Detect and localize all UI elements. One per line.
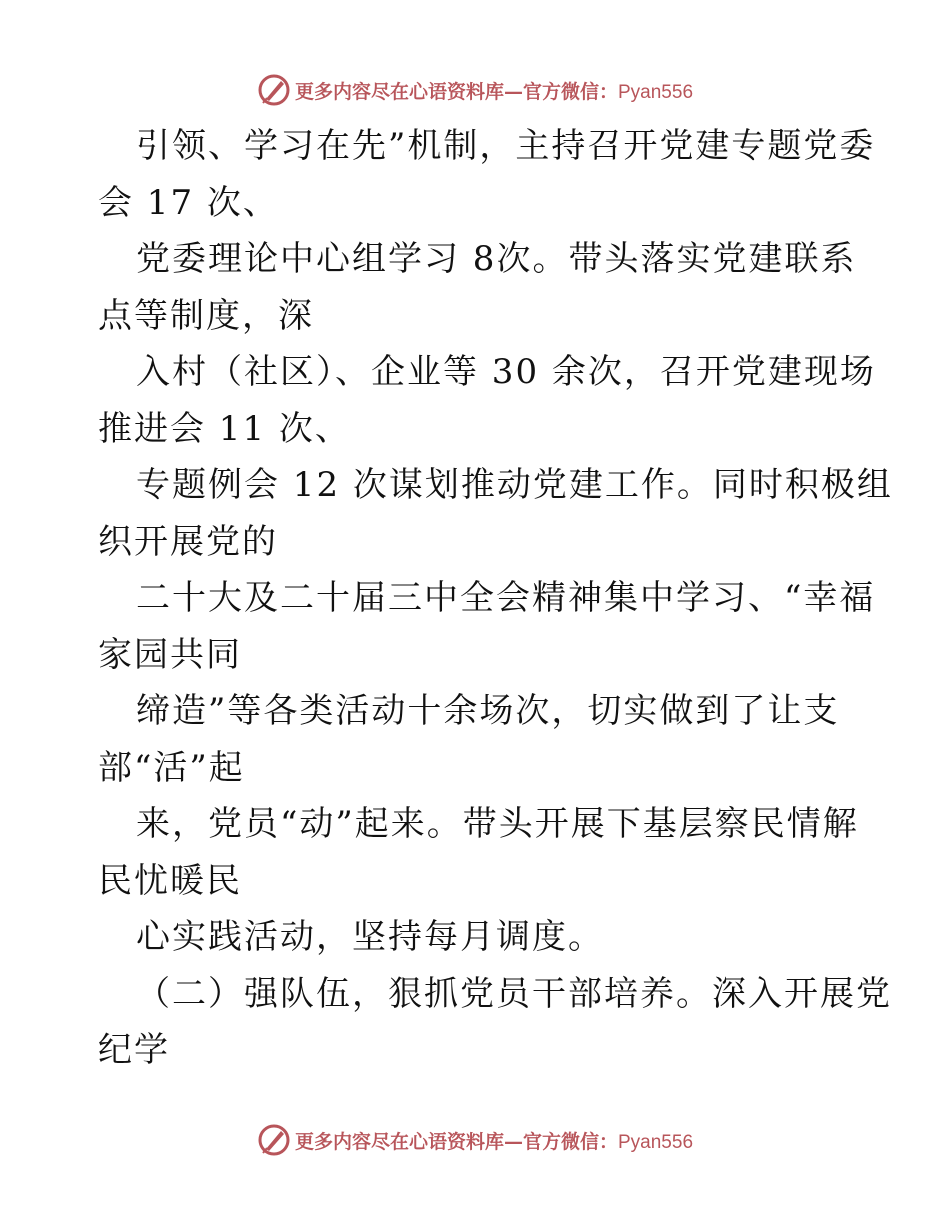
body-line: 民忧暖民: [98, 860, 242, 901]
body-line: 会 17 次、: [98, 182, 279, 223]
header-watermark: [0, 70, 950, 110]
body-line: 二十大及二十届三中全会精神集中学习、“幸福: [136, 578, 876, 618]
body-line: 推进会 11 次、: [98, 408, 351, 449]
body-line: 纪学: [98, 1030, 170, 1070]
body-line: 引领、学习在先”机制，主持召开党建专题党委: [136, 126, 876, 166]
body-line: 家园共同: [98, 634, 242, 675]
body-line: 党委理论中心组学习 8次。带头落实党建联系: [136, 239, 857, 279]
body-line: 心实践活动，坚持每月调度。: [136, 917, 604, 957]
quill-logo-icon: [257, 1123, 291, 1157]
body-line: 部“活”起: [98, 747, 245, 788]
body-line: 入村（社区）、企业等 30 余次，召开党建现场: [136, 352, 876, 392]
body-line: 点等制度，深: [98, 295, 314, 336]
body-line: 专题例会 12 次谋划推动党建工作。同时积极组: [136, 465, 893, 505]
document-body: [98, 118, 893, 1079]
quill-logo-icon: [257, 73, 291, 107]
body-line: （二）强队伍，狠抓党员干部培养。深入开展党: [136, 973, 892, 1014]
footer-watermark: [0, 1120, 950, 1160]
body-line: 织开展党的: [98, 521, 278, 562]
body-line: 来，党员“动”起来。带头开展下基层察民情解: [136, 804, 859, 844]
body-line: 缔造”等各类活动十余场次，切实做到了让支: [136, 691, 840, 731]
header-watermark-text: 更多内容尽在心语资料库—官方微信：Pyan556: [294, 80, 694, 103]
footer-watermark-text: 更多内容尽在心语资料库—官方微信：Pyan556: [294, 1130, 694, 1153]
